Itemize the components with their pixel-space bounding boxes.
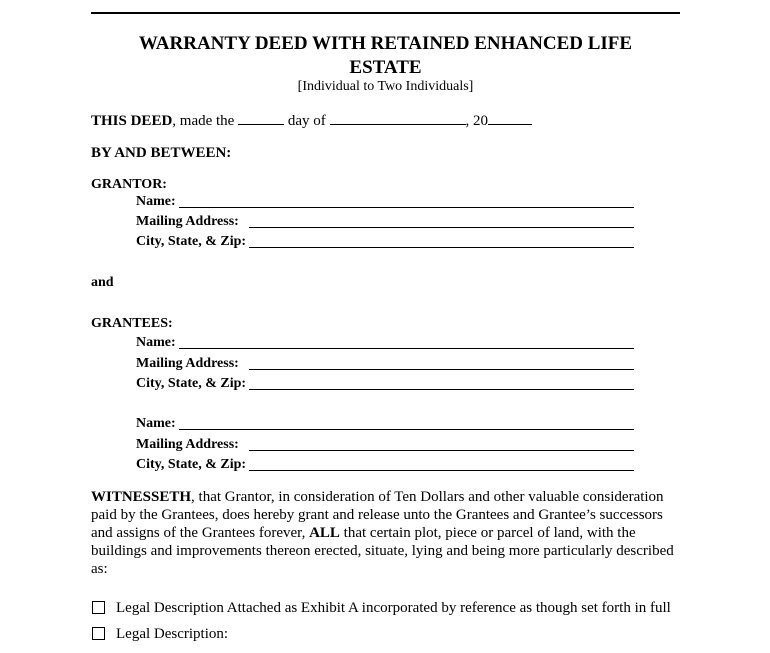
grantor-city-label: City, State, & Zip: <box>136 234 247 249</box>
grantee-2-city-field[interactable] <box>249 470 634 471</box>
grantor-mailing-label: Mailing Address: <box>136 214 239 229</box>
grantor-mailing-field[interactable] <box>249 227 634 228</box>
grantor-name-label: Name: <box>136 194 176 209</box>
deed-date-line <box>91 110 532 130</box>
made-the-text: , made the <box>172 113 235 129</box>
grantee-2-name-label: Name: <box>136 416 176 431</box>
witnesseth-line-1-text: , that Grantor, in consideration of Ten Dollars and other valuable consideration <box>191 489 664 505</box>
exhibit-a-label: Legal Description Attached as Exhibit A incorporated by reference as though set forth in full <box>116 600 671 616</box>
grantee-2-mailing-field[interactable] <box>249 450 634 451</box>
legal-description-label: Legal Description: <box>116 626 229 642</box>
by-and-between-heading: BY AND BETWEEN: <box>91 145 232 161</box>
document-title-line-2: ESTATE <box>349 57 422 78</box>
witnesseth-paragraph <box>91 488 691 578</box>
document-title-line-1: WARRANTY DEED WITH RETAINED ENHANCED LIFE <box>138 33 633 54</box>
witnesseth-line-2: paid by the Grantees, does hereby grant and release unto the Grantees and Grantee’s successors <box>91 507 663 523</box>
witnesseth-lead: WITNESSETH <box>91 489 192 505</box>
top-rule <box>91 12 680 14</box>
exhibit-a-checkbox[interactable] <box>92 601 105 614</box>
witnesseth-line-3-post: that certain plot, piece or parcel of land, with the <box>339 525 636 541</box>
grantor-heading: GRANTOR: <box>91 177 167 192</box>
witnesseth-line-1 <box>91 488 691 506</box>
day-of-text: day of <box>287 113 326 129</box>
grantees-heading: GRANTEES: <box>91 316 173 331</box>
witnesseth-line-3-pre: and assigns of the Grantees forever, <box>91 525 310 541</box>
grantor-name-field[interactable] <box>179 207 634 208</box>
grantee-1-name-field[interactable] <box>179 348 634 349</box>
grantee-1-mailing-label: Mailing Address: <box>136 356 239 371</box>
document-subtitle: [Individual to Two Individuals] <box>297 79 474 94</box>
day-blank[interactable] <box>238 110 284 125</box>
this-deed-label: THIS DEED <box>91 113 173 129</box>
grantee-2-mailing-label: Mailing Address: <box>136 437 239 452</box>
grantor-city-field[interactable] <box>249 247 634 248</box>
grantee-1-name-label: Name: <box>136 335 176 350</box>
year-prefix-text: , 20 <box>465 113 488 129</box>
and-text: and <box>91 275 114 290</box>
legal-description-checkbox[interactable] <box>92 627 105 640</box>
grantee-1-city-field[interactable] <box>249 389 634 390</box>
witnesseth-all: ALL <box>309 525 340 541</box>
grantee-2-name-field[interactable] <box>179 429 634 430</box>
grantee-1-mailing-field[interactable] <box>249 369 634 370</box>
grantee-2-city-label: City, State, & Zip: <box>136 457 247 472</box>
witnesseth-line-3 <box>91 524 691 542</box>
witnesseth-line-5: as: <box>91 561 108 577</box>
month-blank[interactable] <box>330 110 466 125</box>
witnesseth-line-4: buildings and improvements thereon erected, situate, lying and being more particularly described <box>91 543 674 559</box>
year-blank[interactable] <box>488 110 532 125</box>
grantee-1-city-label: City, State, & Zip: <box>136 376 247 391</box>
